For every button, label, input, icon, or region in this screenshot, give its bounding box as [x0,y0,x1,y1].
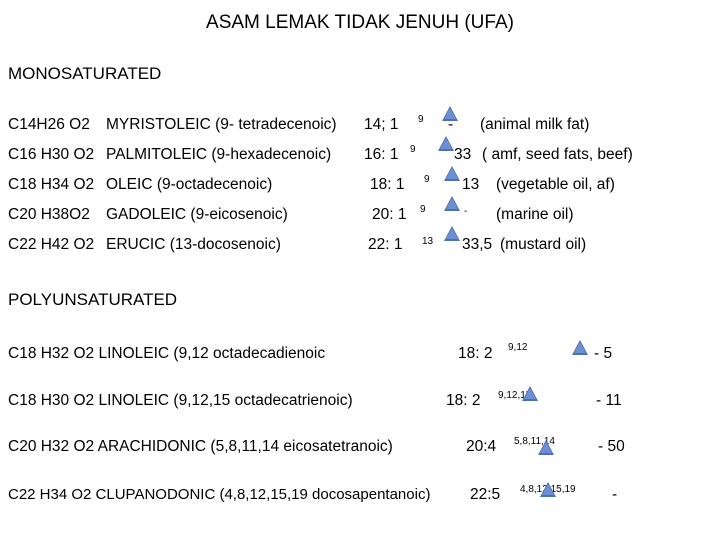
poly-value: - 11 [596,392,622,409]
mono-name: GADOLEIC (9-eicosenoic) [106,206,288,223]
mono-ratio: 20: 1 [372,206,407,223]
monosaturated-heading: MONOSATURATED [8,64,162,83]
mono-name: ERUCIC (13-docosenoic) [106,236,281,253]
poly-ratio: 18: 2 [446,392,481,409]
poly-value: - [612,486,618,503]
mono-ratio: 16: 1 [364,146,399,163]
mono-position: 9 [424,174,430,185]
mono-ratio: 22: 1 [368,236,403,253]
mono-value: - [464,206,468,217]
poly-description: C18 H30 O2 LINOLEIC (9,12,15 octadecatrienoic) [8,392,353,409]
mono-note: (vegetable oil, af) [496,176,615,193]
mono-formula: C22 H42 O2 [8,236,95,253]
mono-formula: C14H26 O2 [8,116,90,133]
triangle-marker-icon [522,386,538,401]
triangle-marker-icon [572,340,588,355]
triangle-marker-icon [444,196,460,211]
triangle-marker-icon [444,226,460,241]
mono-note: ( amf, seed fats, beef) [482,146,633,163]
mono-note: (animal milk fat) [480,116,590,133]
mono-value: 33 [454,146,472,163]
mono-ratio: 18: 1 [370,176,405,193]
triangle-marker-icon [438,136,454,151]
mono-name: MYRISTOLEIC (9- tetradecenoic) [106,116,337,133]
polyunsaturated-heading: POLYUNSATURATED [8,290,178,309]
poly-description: C18 H32 O2 LINOLEIC (9,12 octadecadienoic [8,345,326,362]
poly-value: - 5 [594,345,613,362]
mono-position: 9 [420,204,426,215]
poly-position: 4,8,12,15,19 [520,484,576,495]
poly-position: 9,12 [508,342,528,353]
page-title: ASAM LEMAK TIDAK JENUH (UFA) [206,12,514,33]
poly-ratio: 20:4 [466,438,497,455]
poly-description: C22 H34 O2 CLUPANODONIC (4,8,12,15,19 docosapentanoic) [8,486,431,503]
mono-note: (mustard oil) [500,236,587,253]
mono-note: (marine oil) [496,206,574,223]
mono-position: 9 [410,144,416,155]
poly-ratio: 22:5 [470,486,501,503]
mono-position: 13 [422,236,434,247]
poly-value: - 50 [598,438,625,455]
poly-description: C20 H32 O2 ARACHIDONIC (5,8,11,14 eicosatetranoic) [8,438,393,455]
mono-value: 33,5 [462,236,493,253]
mono-formula: C16 H30 O2 [8,146,95,163]
mono-name: PALMITOLEIC (9-hexadecenoic) [106,146,332,163]
poly-position: 5,8,11,14 [514,436,555,447]
mono-value: 13 [462,176,480,193]
mono-formula: C18 H34 O2 [8,176,95,193]
triangle-marker-icon [538,440,554,455]
poly-position: 9,12,15 [498,390,532,401]
mono-formula: C20 H38O2 [8,206,90,223]
mono-ratio: 14; 1 [364,116,399,133]
mono-value: - [448,116,454,133]
mono-name: OLEIC (9-octadecenoic) [106,176,273,193]
poly-ratio: 18: 2 [458,345,493,362]
triangle-marker-icon [540,482,556,497]
triangle-marker-icon [444,166,460,181]
mono-position: 9 [418,114,424,125]
